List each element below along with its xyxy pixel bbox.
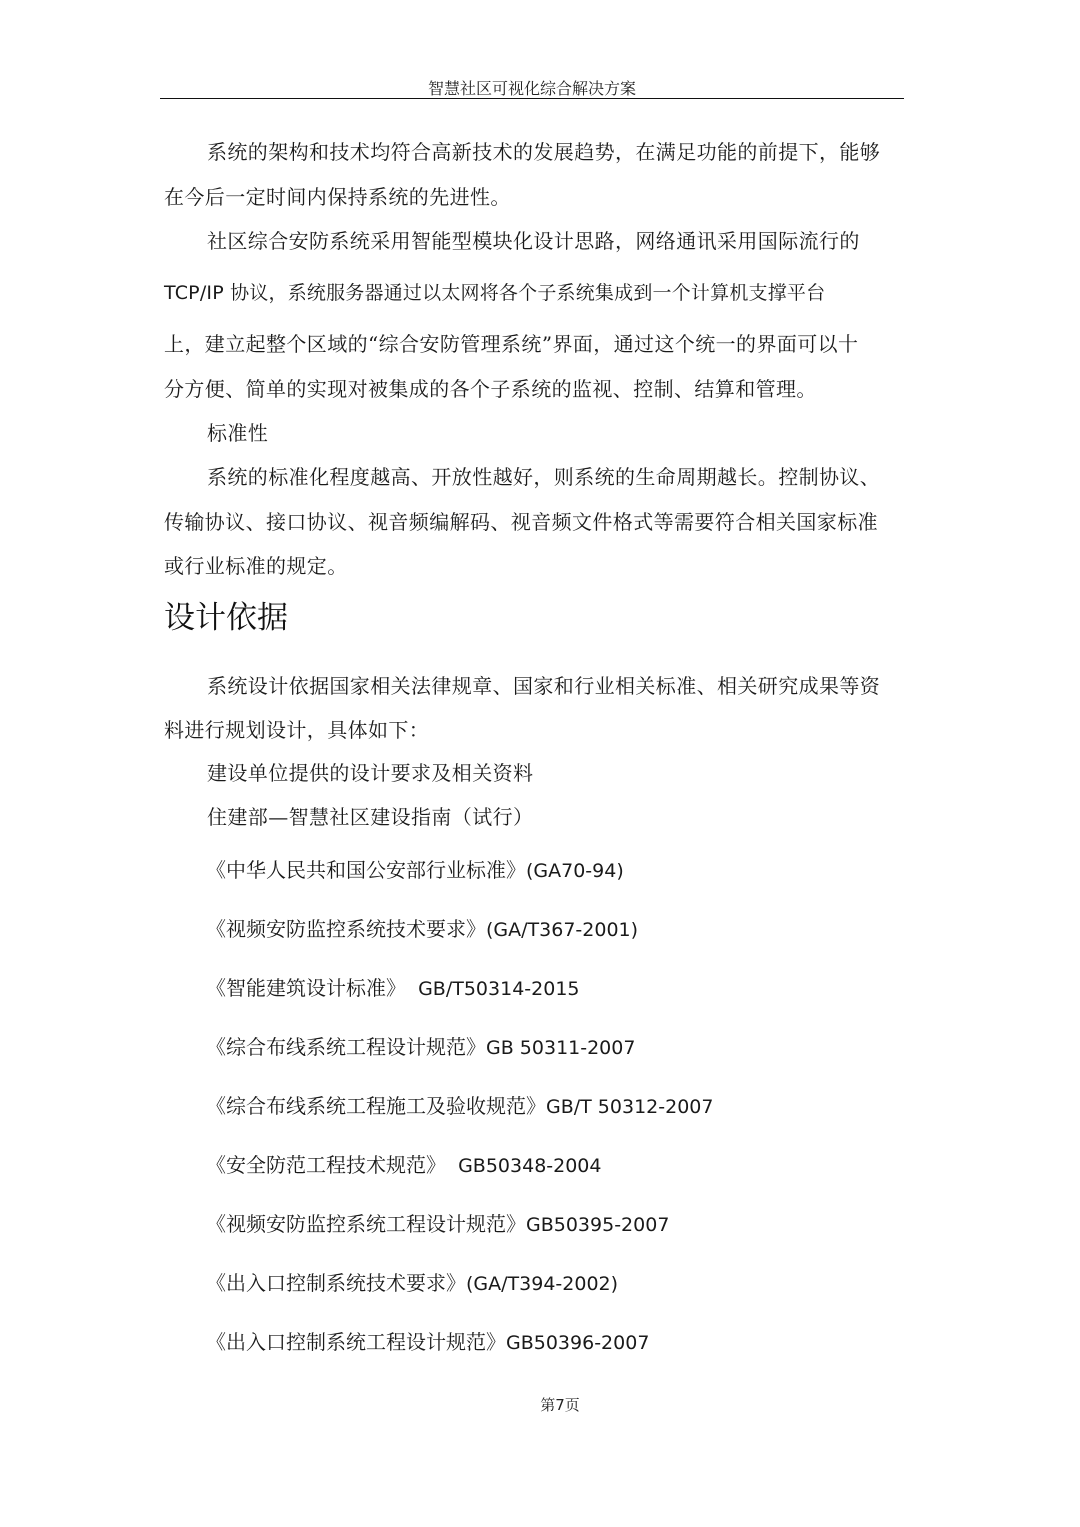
reference-title: 《安全防范工程技术规范》 [206, 1153, 446, 1177]
paragraph-line: TCP/IP 协议，系统服务器通过以太网将各个子系统集成到一个计算机支撑平台 [164, 282, 826, 304]
paragraph-line: 社区综合安防系统采用智能型模块化设计思路，网络通讯采用国际流行的 [207, 229, 860, 253]
reference-code: GB/T 50312-2007 [546, 1096, 714, 1118]
paragraph-line: 分方便、简单的实现对被集成的各个子系统的监视、控制、结算和管理。 [164, 377, 817, 401]
paragraph-line: 传输协议、接口协议、视音频编解码、视音频文件格式等需要符合相关国家标准 [164, 510, 878, 534]
reference-code: (GA/T394-2002) [466, 1273, 619, 1295]
paragraph-line: 系统设计依据国家相关法律规章、国家和行业相关标准、相关研究成果等资 [207, 674, 881, 698]
reference-item [206, 858, 624, 883]
reference-code: GB50348-2004 [446, 1155, 602, 1177]
reference-item [206, 976, 580, 1001]
header-divider [160, 98, 904, 99]
reference-title: 《视频安防监控系统技术要求》 [206, 917, 486, 941]
paragraph-line: 在今后一定时间内保持系统的先进性。 [164, 185, 511, 209]
subheading-standard: 标准性 [207, 421, 269, 445]
reference-title: 《出入口控制系统技术要求》 [206, 1271, 466, 1295]
reference-title: 《出入口控制系统工程设计规范》 [206, 1330, 506, 1354]
reference-item [206, 1035, 635, 1060]
reference-code: GB/T50314-2015 [406, 978, 580, 1000]
reference-title: 《综合布线系统工程施工及验收规范》 [206, 1094, 546, 1118]
list-item: 建设单位提供的设计要求及相关资料 [207, 761, 534, 785]
reference-title: 《综合布线系统工程设计规范》 [206, 1035, 486, 1059]
paragraph-line: 料进行规划设计，具体如下： [164, 718, 430, 742]
paragraph-line: 系统的标准化程度越高、开放性越好，则系统的生命周期越长。控制协议、 [207, 465, 881, 489]
paragraph-line: 系统的架构和技术均符合高新技术的发展趋势，在满足功能的前提下，能够 [207, 140, 881, 164]
list-item: 住建部—智慧社区建设指南（试行） [207, 805, 534, 829]
reference-code: (GA/T367-2001) [486, 919, 639, 941]
reference-item [206, 1271, 618, 1296]
paragraph-line: 上，建立起整个区域的“综合安防管理系统”界面，通过这个统一的界面可以十 [164, 332, 859, 356]
section-heading: 设计依据 [164, 600, 288, 636]
reference-code: GB50396-2007 [506, 1332, 650, 1354]
reference-code: GB50395-2007 [526, 1214, 670, 1236]
page-number: 第7页 [540, 1396, 580, 1414]
reference-item [206, 1330, 649, 1355]
reference-item [206, 1212, 669, 1237]
reference-item [206, 1153, 602, 1178]
reference-title: 《视频安防监控系统工程设计规范》 [206, 1212, 526, 1236]
reference-code: (GA70-94) [526, 860, 624, 882]
reference-title: 《中华人民共和国公安部行业标准》 [206, 858, 526, 882]
reference-title: 《智能建筑设计标准》 [206, 976, 406, 1000]
paragraph-line: 或行业标准的规定。 [164, 554, 348, 578]
reference-item [206, 1094, 713, 1119]
document-header-title: 智慧社区可视化综合解决方案 [427, 79, 636, 98]
reference-code: GB 50311-2007 [486, 1037, 636, 1059]
reference-item [206, 917, 638, 942]
